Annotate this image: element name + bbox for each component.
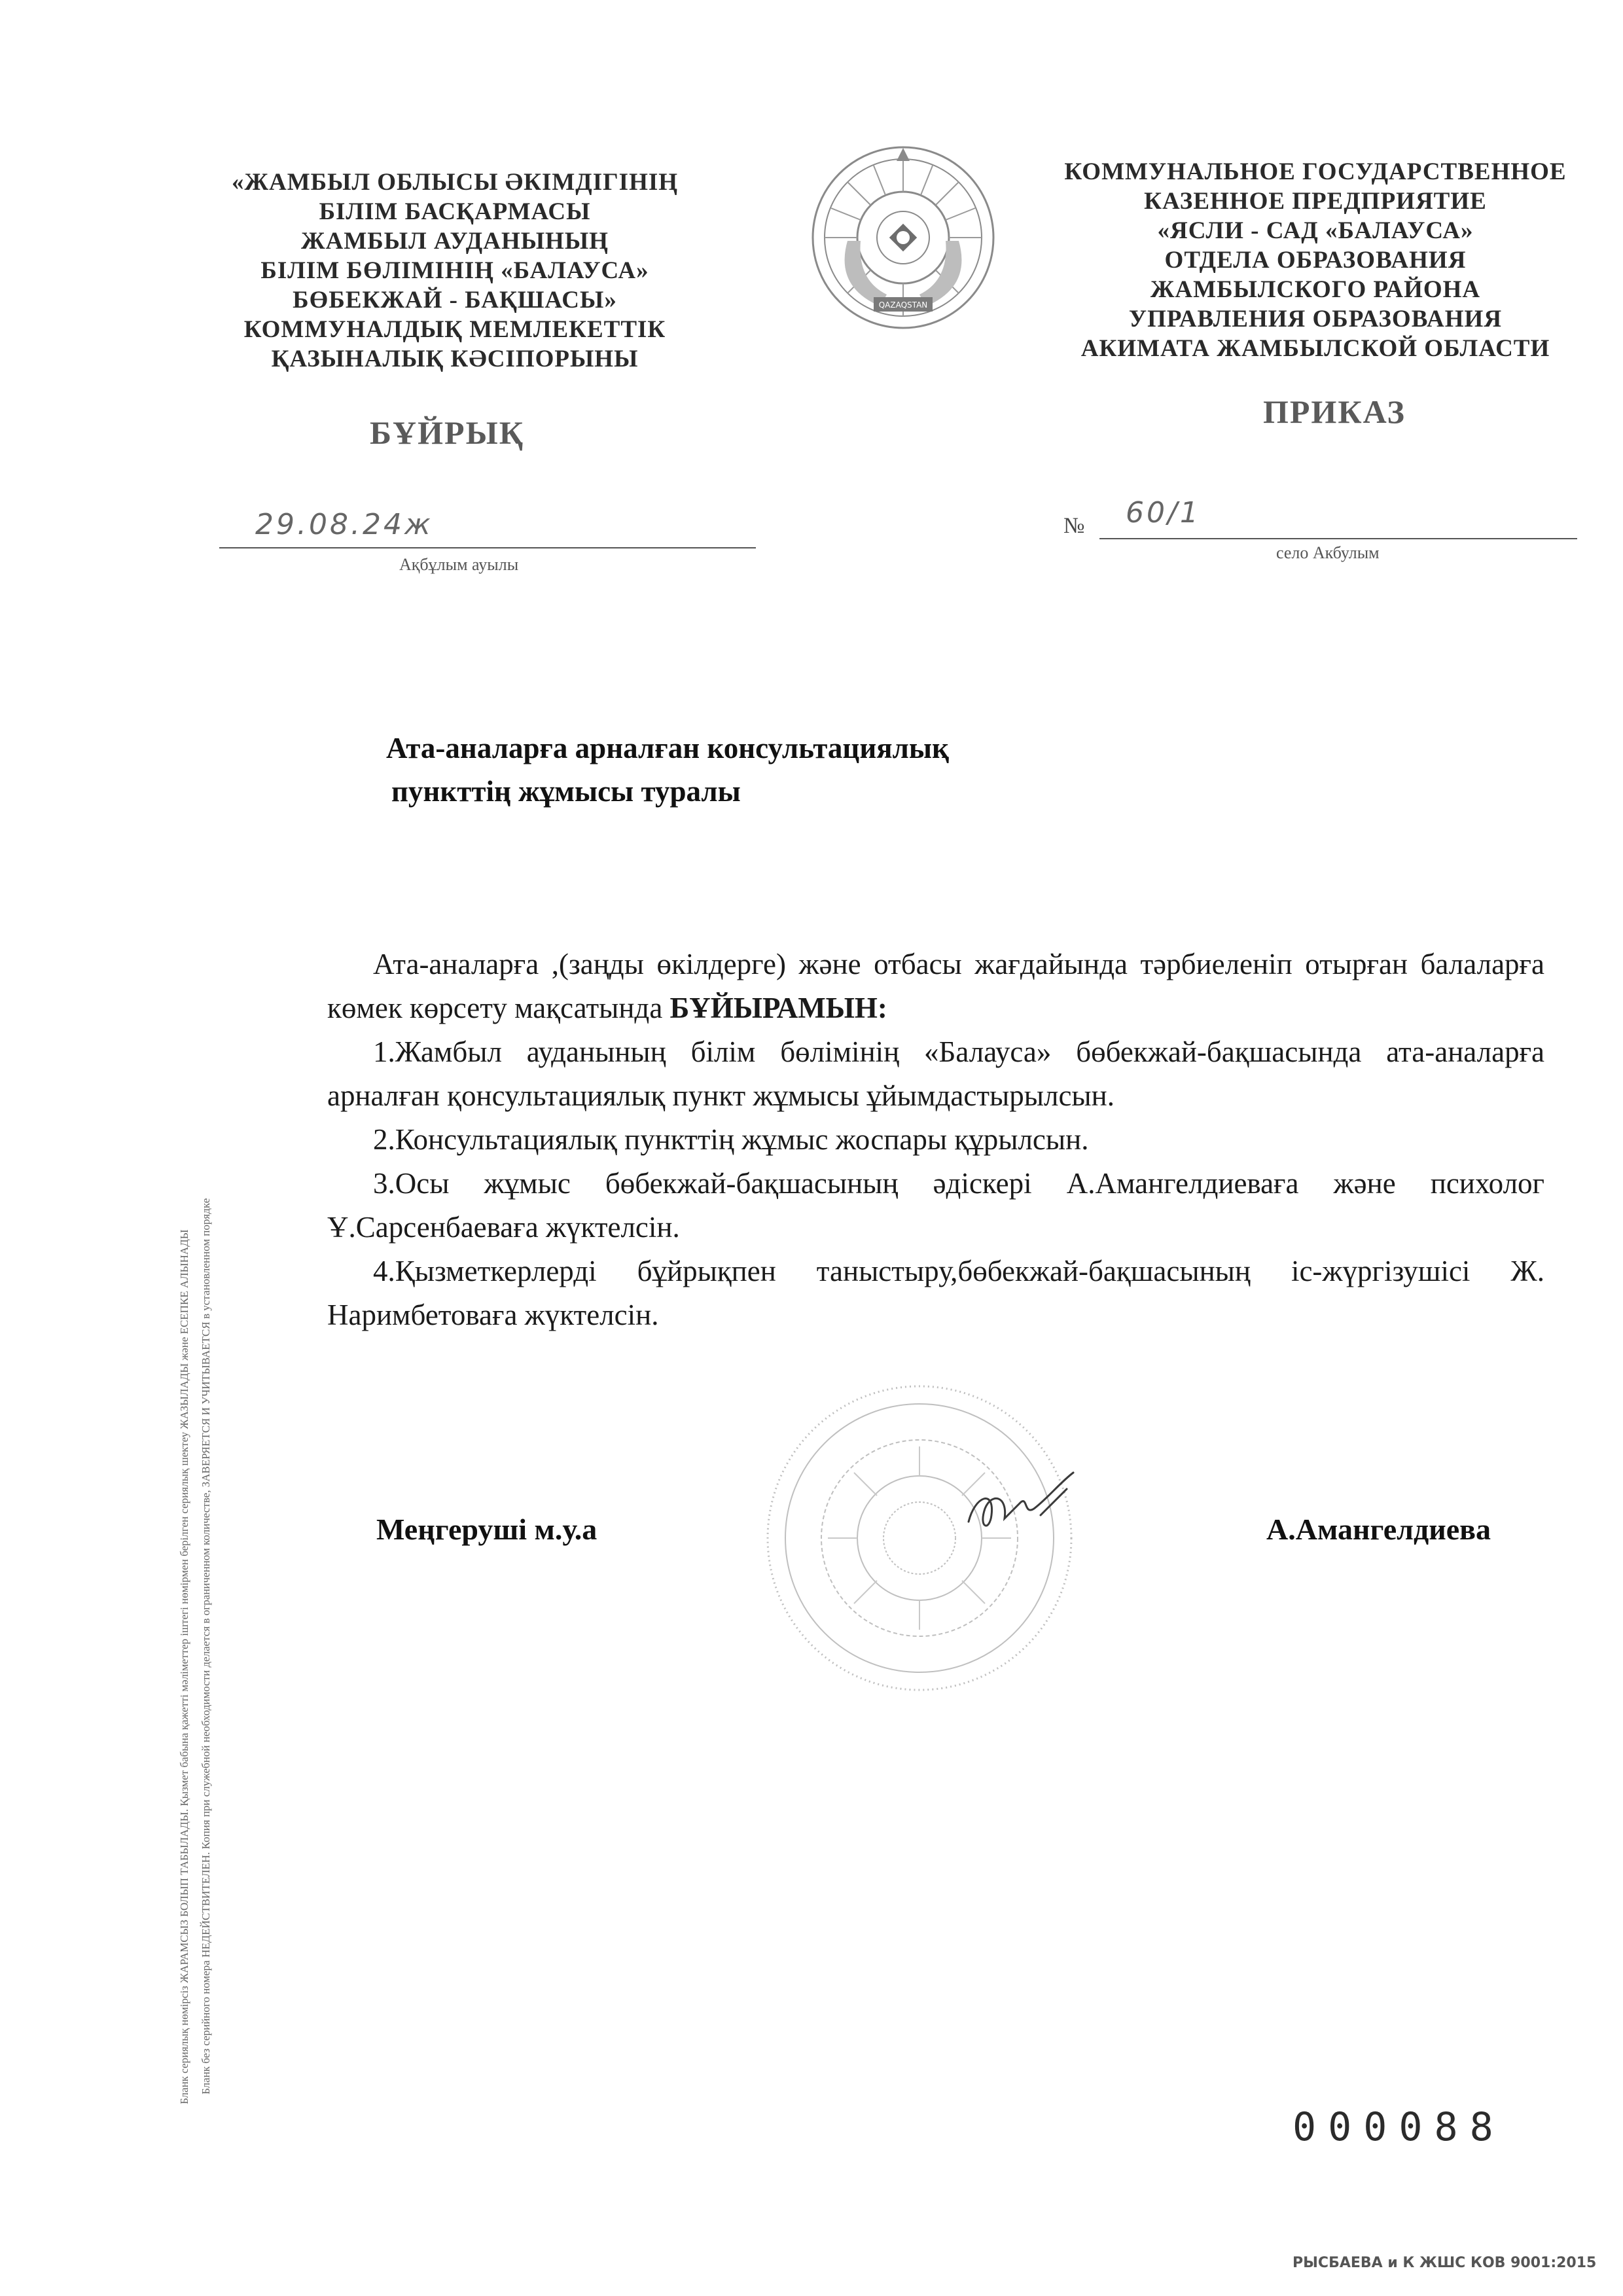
header-right-line: КАЗЕННОЕ ПРЕДПРИЯТИЕ <box>1144 188 1487 215</box>
intro-text: Ата-аналарға ,(заңды өкілдерге) және отбасы жағдайында тәрбиеленіп отырған балаларға көмек көрсету мақсатында <box>327 948 1544 1024</box>
header-right-line: КОММУНАЛЬНОЕ ГОСУДАРСТВЕННОЕ <box>1064 158 1567 185</box>
header-left-line: ЖАМБЫЛ АУДАНЫНЫҢ <box>301 228 609 255</box>
order-number: 60/1 <box>1126 496 1201 529</box>
header-left-line: БӨБЕКЖАЙ - БАҚШАСЫ» <box>293 287 617 314</box>
serial-number: 000088 <box>1293 2104 1505 2150</box>
title-line-2: пункттің жұмысы туралы <box>391 775 741 808</box>
signatory-name: А.Амангелдиева <box>1266 1513 1491 1546</box>
number-line <box>1099 496 1577 539</box>
signatory-position: Меңгеруші м.у.а <box>376 1513 597 1546</box>
order-item: 2.Консультациялық пункттің жұмыс жоспары құрылсын. <box>373 1123 1089 1156</box>
order-item: 3.Осы жұмыс бөбекжай-бақшасының әдіскері А.Амангелдиеваға және психолог Ұ.Сарсенбаеваға жүктелсін. <box>327 1167 1544 1244</box>
header-right-line: ЖАМБЫЛСКОГО РАЙОНА <box>1150 276 1481 303</box>
printer-mark: РЫСБАЕВА и К ЖШС КОВ 9001:2015 <box>1293 2255 1597 2271</box>
header-left-organization <box>203 168 707 374</box>
header-right-line: ОТДЕЛА ОБРАЗОВАНИЯ <box>1164 247 1467 274</box>
header-right-line: АКИМАТА ЖАМБЫЛСКОЙ ОБЛАСТИ <box>1080 335 1550 362</box>
intro-paragraph <box>327 942 1544 1030</box>
header-left-line: КОММУНАЛДЫҚ МЕМЛЕКЕТТІК <box>243 316 666 343</box>
header-right-line: «ЯСЛИ - САД «БАЛАУСА» <box>1157 217 1474 244</box>
title-line-1: Ата-аналарға арналған консультациялық <box>386 732 949 764</box>
place-kazakh: Ақбұлым ауылы <box>399 555 519 574</box>
order-date: 29.08.24ж <box>255 508 433 541</box>
header-left-line: БІЛІМ БАСҚАРМАСЫ <box>319 198 591 225</box>
emblem-ribbon-text: QAZAQSTAN <box>878 300 928 310</box>
place-russian: село Акбулым <box>1276 543 1380 562</box>
order-body <box>327 942 1544 1337</box>
header-left-line: БІЛІМ БӨЛІМІНІҢ «БАЛАУСА» <box>260 257 649 284</box>
order-word-kazakh: БҰЙРЫҚ <box>370 414 524 451</box>
intro-bold: БҰЙЫРАМЫН: <box>669 992 887 1024</box>
header-left-line: ҚАЗЫНАЛЫҚ КӘСІПОРЫНЫ <box>271 346 639 372</box>
header-right-organization <box>1047 157 1584 363</box>
order-item: 1.Жамбыл ауданының білім бөлімінің «Балауса» бөбекжай-бақшасында ата-аналарға арналған қонсультациялық пункт жұмысы ұйымдастырылсын. <box>327 1035 1544 1112</box>
header-left-line: «ЖАМБЫЛ ОБЛЫСЫ ӘКІМДІГІНІҢ <box>231 169 679 196</box>
header-right-line: УПРАВЛЕНИЯ ОБРАЗОВАНИЯ <box>1128 306 1503 332</box>
side-notice-line-2: Бланк без серийного номера НЕДЕЙСТВИТЕЛЕН. Копия при служебной необходимости делается в ограниченном количестве, ЗАВЕРЯЕТСЯ И УЧИТЫВАЕТСЯ в установленном порядке <box>200 1198 212 2094</box>
side-notice-line-1: Бланк сериялық нөмірсіз ЖАРАМСЫЗ БОЛЫП ТАБЫЛАДЫ. Қызмет бабына қажетті мәліметтер іштегі нөмірмен берілген сериялық шектеу ЖАЗЫЛАДЫ және ЕСЕПКЕ АЛЫНАДЫ <box>178 1229 190 2104</box>
order-word-russian: ПРИКАЗ <box>1263 393 1406 430</box>
date-line <box>219 508 756 548</box>
kazakhstan-emblem-icon <box>808 143 998 332</box>
number-label: № <box>1063 514 1085 538</box>
document-title <box>386 726 1237 813</box>
handwritten-signature-icon <box>962 1469 1080 1548</box>
order-item: 4.Қызметкерлерді бұйрықпен таныстыру,бөбекжай-бақшасының іс-жүргізушісі Ж. Наримбетоваға жүктелсін. <box>327 1255 1544 1331</box>
